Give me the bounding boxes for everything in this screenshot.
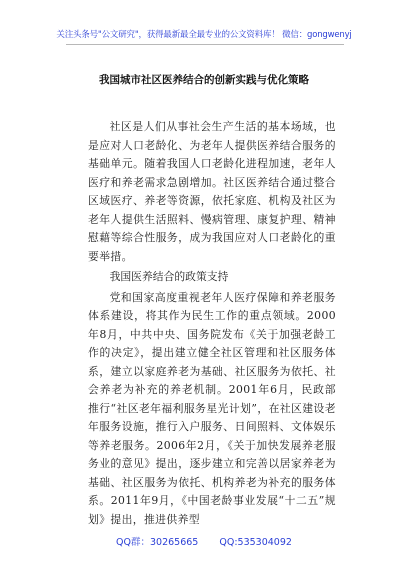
header-divider — [66, 44, 344, 45]
document-body — [88, 118, 336, 529]
footer-contact — [0, 534, 408, 548]
document-title: 我国城市社区医养结合的创新实践与优化策略 — [99, 74, 309, 86]
footer-qq: QQ:535304092 — [219, 537, 292, 548]
paragraph-policy: 党和国家高度重视老年人医疗保障和养老服务体系建设，将其作为民生工作的重点领域。2000年8月，中共中央、国务院发布《关于加强老龄工作的决定》，提出建立健全社区管理和社区服务体系，建立以家庭养老为基础、社区服务为依托、社会养老为补充的养老机制。2001年6月，民政部推行“社区老年福利服务星光计划”，在社区建设老年服务设施，推行入户服务、日间照料、文体娱乐等养老服务。2006年2月，《关于加快发展养老服务业的意见》提出，逐步建立和完善以居家养老为基础、社区服务为依托、机构养老为补充的服务体系。2011年9月，《中国老龄事业发展“十二五”规划》提出，推进供养型 — [88, 290, 336, 526]
header-banner: 关注头条号"公文研究"，获得最新最全最专业的公文资料库！ 微信：gongwenyj — [56, 30, 352, 40]
footer-qq-group: QQ群：30265665 — [116, 537, 199, 548]
section-heading: 我国医养结合的政策支持 — [109, 270, 229, 283]
paragraph-intro: 社区是人们从事社会生产生活的基本场域，也是应对人口老龄化、为老年人提供医养结合服务的基础单元。随着我国人口老龄化进程加速，老年人医疗和养老需求急剧增加。社区医养结合通过整合区域医疗、养老等资源，依托家庭、机构及社区为老年人提供生活照料、慢病管理、康复护理、精神慰藉等综合性服务，成为我国应对人口老龄化的重要举措。 — [88, 120, 336, 263]
